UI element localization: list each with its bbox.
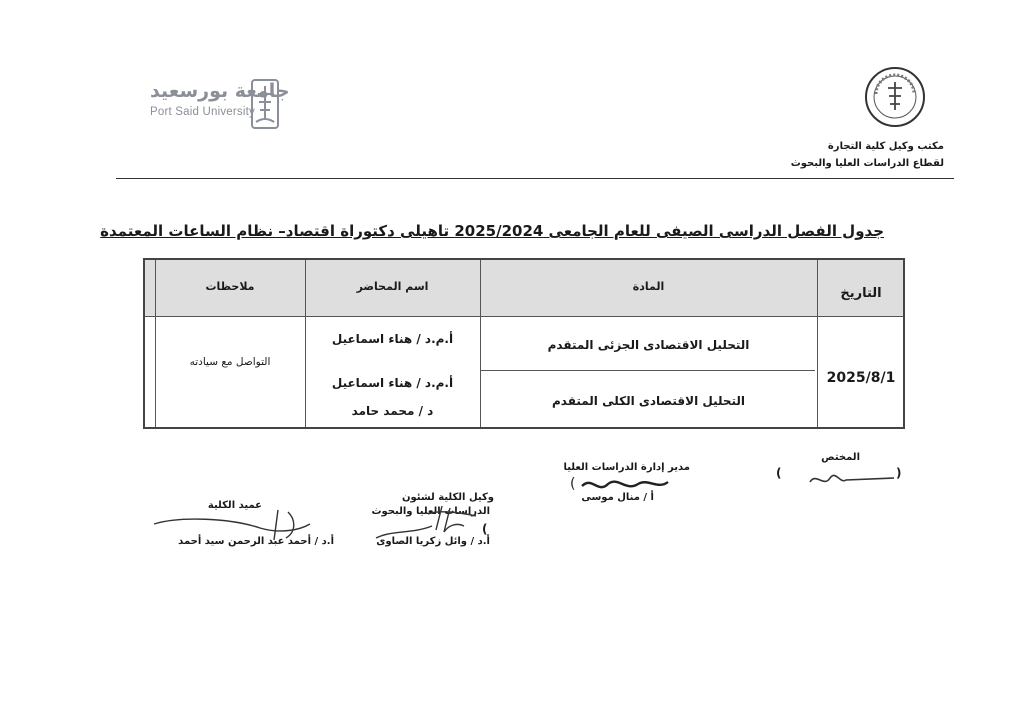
header-lecturer: اسم المحاضر <box>356 280 429 293</box>
header-date: التاريخ <box>840 286 882 301</box>
specialist-title: المختص <box>821 452 860 463</box>
header-subject: المادة <box>632 280 665 293</box>
subject-cell-1: التحليل الاقتصادى الجزئى المتقدم <box>547 338 750 352</box>
header-separator <box>145 316 903 317</box>
gs-director-name: أ / منال موسى <box>581 492 654 503</box>
faculty-seal-icon <box>864 66 926 128</box>
vice-dean-bracket: ( <box>482 522 488 536</box>
schedule-table <box>143 258 905 429</box>
header-divider <box>116 178 954 179</box>
dean-title: عميد الكلية <box>207 500 262 511</box>
document-title: جدول الفصل الدراسى الصيفى للعام الجامعى 2025/2024 تاهيلى دكتوراة اقتصاد– نظام الساعات المعتمدة <box>100 222 884 240</box>
gs-director-title: مدير إدارة الدراسات العليا <box>563 462 690 473</box>
date-cell: 2025/8/1 <box>826 370 896 386</box>
office-name-line2: لقطاع الدراسات العليا والبحوث <box>790 158 944 169</box>
notes-cell: التواصل مع سيادته <box>189 356 271 368</box>
university-emblem-icon <box>250 78 280 130</box>
university-name-english: Port Said University <box>150 106 255 118</box>
university-name-arabic: جامعة بورسعيد <box>150 80 290 102</box>
specialist-bracket-open: ( <box>776 466 782 480</box>
vice-dean-title-line1: وكيل الكلية لشئون <box>401 492 494 503</box>
specialist-signature-icon <box>806 466 898 492</box>
row-separator <box>480 370 815 371</box>
subject-cell-2: التحليل الاقتصادى الكلى المتقدم <box>551 394 746 408</box>
vice-dean-title-line2: الدراسات العليا والبحوث <box>371 506 490 517</box>
lecturer-cell-2: أ.م.د / هناء اسماعيل <box>331 376 454 390</box>
dean-name: أ.د / أحمد عبد الرحمن سيد أحمد <box>178 536 334 547</box>
header-notes: ملاحظات <box>205 280 255 293</box>
specialist-bracket-close: ) <box>896 466 902 480</box>
svg-text:(: ( <box>570 476 576 492</box>
lecturer-cell-1: أ.م.د / هناء اسماعيل <box>331 332 454 346</box>
office-name-line1: مكتب وكيل كلية التجارة <box>827 141 944 152</box>
vice-dean-name: أ.د / وائل زكريا الصاوى <box>376 536 490 547</box>
lecturer-cell-2b: د / محمد حامد <box>351 404 434 418</box>
